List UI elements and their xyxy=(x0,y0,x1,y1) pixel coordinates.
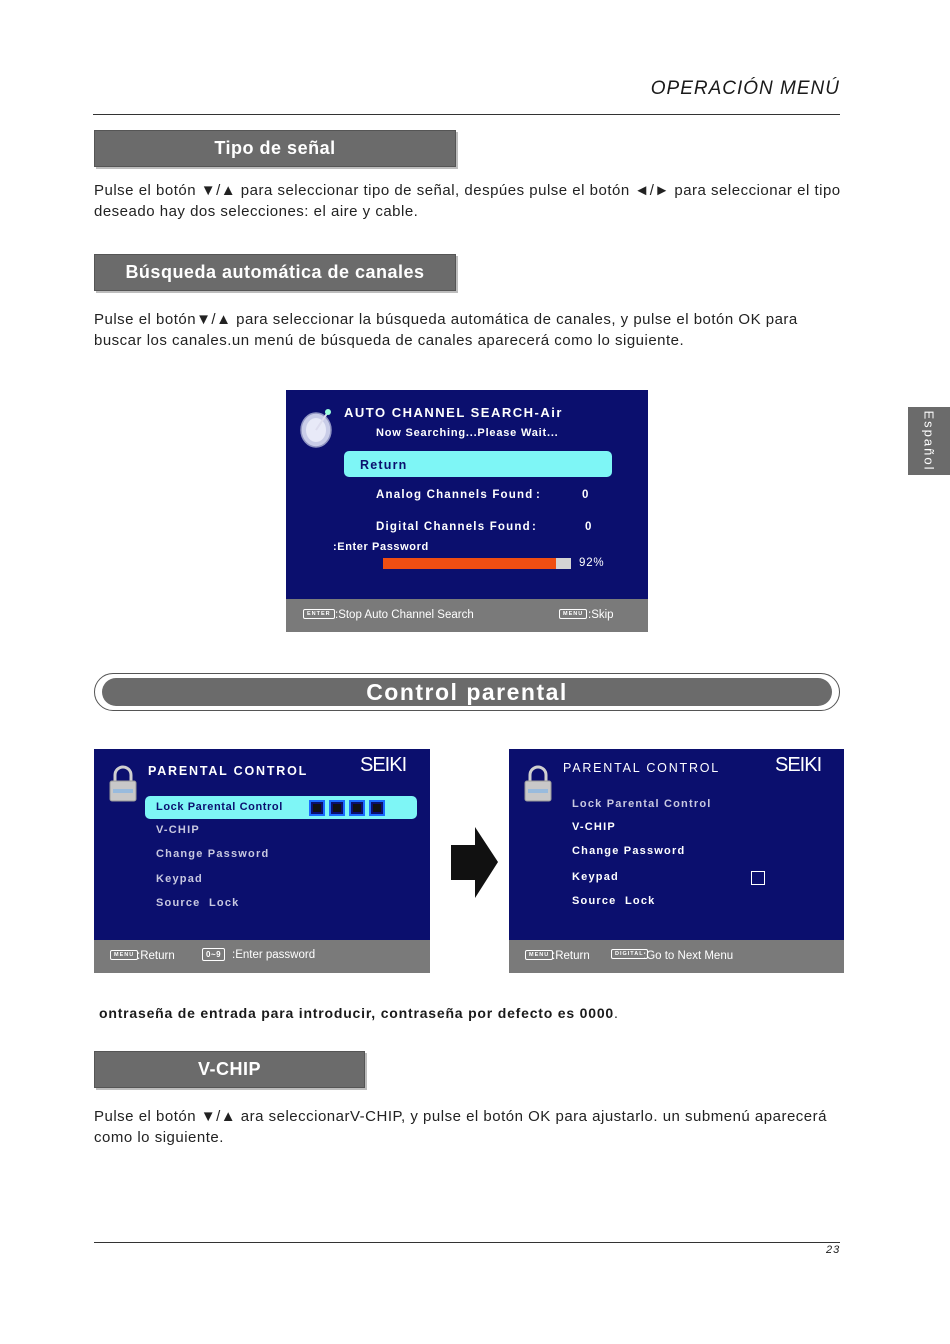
digital-channels-value: 0 xyxy=(585,521,593,533)
menu-key[interactable]: MENU xyxy=(110,949,138,961)
enter-key[interactable]: ENTER xyxy=(303,608,335,620)
section-autosearch-text: Pulse el botón▼/▲ para seleccionar la búsqueda automática de canales, y pulse el botón OK para buscar los canales.un menú de búsqueda de canales aparecerá como lo siguiente. xyxy=(94,311,798,349)
search-screen-title: AUTO CHANNEL SEARCH-Air xyxy=(344,405,563,420)
password-digit-box xyxy=(351,802,363,814)
digital-channels-label: Digital Channels Found xyxy=(376,521,531,533)
seiki-logo-right: SEIKI xyxy=(775,754,822,776)
auto-channel-search-screen: AUTO CHANNEL SEARCH-Air Now Searching...Please Wait... Return Analog Channels Found : 0 Digital Channels Found : 0 :Enter Password 92% ENTER :Stop Auto Channel Search MENU :Skip xyxy=(286,390,648,632)
password-note-end: . xyxy=(614,1005,619,1021)
parental-control-screen-right xyxy=(509,749,844,973)
menu-item-source-lock[interactable]: Source Lock xyxy=(156,897,240,909)
language-side-tab-label: Español xyxy=(921,410,937,472)
menu-key[interactable]: MENU xyxy=(525,949,553,961)
return-text: :Return xyxy=(552,950,590,962)
menu-item-vchip[interactable]: V-CHIP xyxy=(156,824,200,836)
padlock-icon xyxy=(523,765,553,803)
section-signal-title: Tipo de señal xyxy=(94,130,456,167)
search-progress-fill xyxy=(383,558,556,569)
menu-key[interactable]: MENU xyxy=(559,608,587,620)
next-menu-text: :Go to Next Menu xyxy=(643,950,734,962)
keypad-checkbox[interactable] xyxy=(751,871,765,885)
enter-password-text: :Enter password xyxy=(232,949,316,961)
skip-text: :Skip xyxy=(588,609,614,621)
lock-parental-control-item[interactable]: Lock Parental Control xyxy=(145,796,417,819)
parental-title-left: PARENTAL CONTROL xyxy=(148,764,309,778)
password-boxes[interactable] xyxy=(311,801,391,819)
return-button-label: Return xyxy=(360,458,408,472)
enter-password-label: :Enter Password xyxy=(333,541,429,553)
password-note-text: ontraseña de entrada para introducir, contraseña por defecto es 0000 xyxy=(99,1005,614,1021)
arrow-right-icon xyxy=(451,827,498,898)
menu-item-change-password[interactable]: Change Password xyxy=(572,845,686,857)
password-digit-box xyxy=(371,802,383,814)
search-screen-subtitle: Now Searching...Please Wait... xyxy=(376,427,559,439)
seiki-logo-left: SEIKI xyxy=(360,754,407,776)
search-progress-text: 92% xyxy=(579,557,605,569)
analog-channels-value: 0 xyxy=(582,489,590,501)
section-signal-text: Pulse el botón ▼/▲ para seleccionar tipo de señal, despúes pulse el botón ◄/► para seleccionar el tipo deseado hay dos selecciones: el aire y cable. xyxy=(94,182,841,220)
password-digit-box xyxy=(331,802,343,814)
header-divider xyxy=(93,114,840,115)
menu-item-keypad[interactable]: Keypad xyxy=(572,871,619,883)
parental-control-screen-left xyxy=(94,749,430,973)
number-keys[interactable]: 0~9 xyxy=(202,948,225,961)
padlock-icon xyxy=(108,765,138,803)
return-button[interactable] xyxy=(344,451,612,477)
parental-title-right: PARENTAL CONTROL xyxy=(563,761,721,775)
parental-right-footer xyxy=(509,940,844,973)
section-vchip-title: V-CHIP xyxy=(94,1051,365,1088)
parental-left-footer xyxy=(94,940,430,973)
menu-item-source-lock[interactable]: Source Lock xyxy=(572,895,656,907)
menu-item-keypad[interactable]: Keypad xyxy=(156,873,203,885)
section-parental-title: Control parental xyxy=(102,678,832,706)
page-header-title: OPERACIÓN MENÚ xyxy=(650,78,840,99)
search-progress-track xyxy=(383,558,571,569)
digital-key[interactable]: DIGITAL xyxy=(611,948,648,960)
page-number: 23 xyxy=(826,1244,841,1256)
stop-search-text: :Stop Auto Channel Search xyxy=(335,609,474,621)
section-autosearch-title: Búsqueda automática de canales xyxy=(94,254,456,291)
analog-channels-label: Analog Channels Found xyxy=(376,489,534,501)
menu-item-change-password[interactable]: Change Password xyxy=(156,848,270,860)
language-side-tab xyxy=(908,407,950,475)
password-note xyxy=(99,1005,619,1021)
return-text: :Return xyxy=(137,950,175,962)
menu-item-vchip[interactable]: V-CHIP xyxy=(572,821,616,833)
password-digit-box xyxy=(311,802,323,814)
satellite-dish-icon xyxy=(298,404,338,450)
footer-divider xyxy=(94,1242,840,1243)
section-vchip-text: Pulse el botón ▼/▲ ara seleccionarV-CHIP, y pulse el botón OK para ajustarlo. un submenú aparecerá como lo siguiente. xyxy=(94,1108,827,1146)
search-screen-footer xyxy=(286,599,648,632)
menu-item-lock-parental-control[interactable]: Lock Parental Control xyxy=(572,798,712,810)
